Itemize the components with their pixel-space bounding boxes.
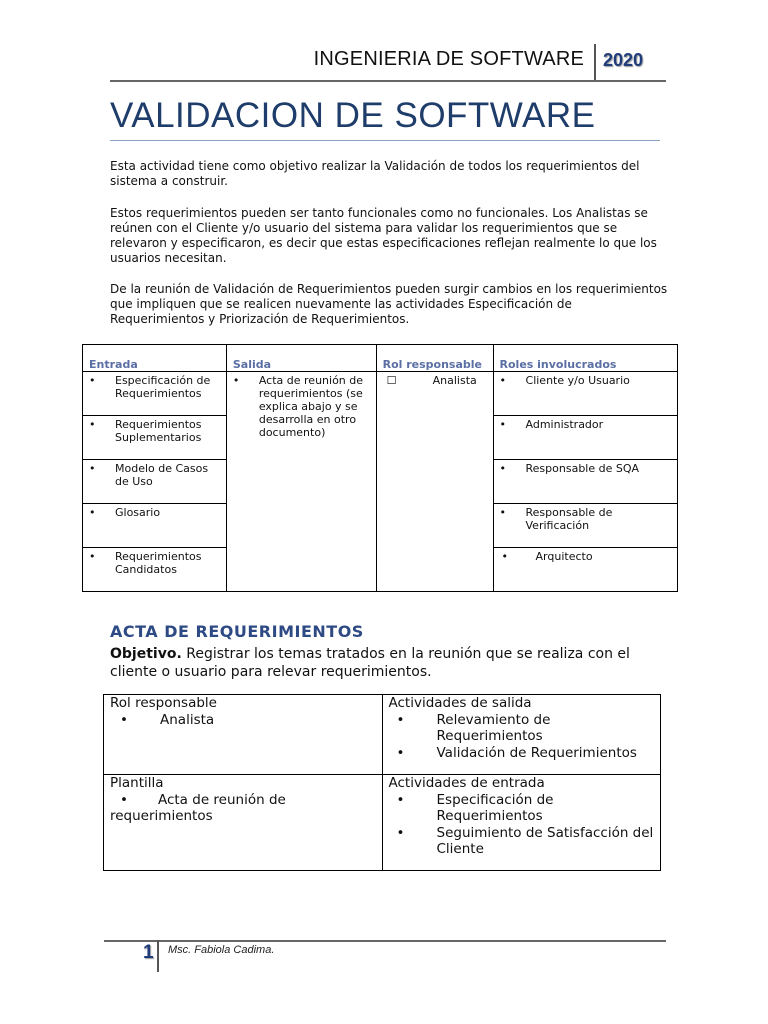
salida-activity: Validación de Requerimientos <box>436 744 637 761</box>
rol-cell <box>376 372 493 592</box>
roles-cell: • Cliente y/o Usuario <box>493 372 677 416</box>
header-year: 2020 <box>603 50 644 70</box>
column-header-roles: Roles involucrados <box>493 345 677 372</box>
rol-responsable-cell: Rol responsable • Analista <box>104 695 383 775</box>
column-header-entrada: Entrada <box>83 345 227 372</box>
column-header-salida: Salida <box>226 345 376 372</box>
plantilla-value: Acta de reunión de requerimientos <box>110 791 286 824</box>
entrada-activity: Especificación de Requerimientos <box>436 791 554 824</box>
plantilla-cell <box>104 775 383 871</box>
plantilla-header: Plantilla <box>110 775 164 791</box>
entrada-cell: • Modelo de Casos de Uso <box>83 460 227 504</box>
entrada-item: Modelo de Casos de Uso <box>115 462 209 488</box>
objetivo-text: Registrar los temas tratados en la reunión que se realiza con el cliente o usuario para relevar requerimientos. <box>110 646 630 680</box>
actividades-salida-header: Actividades de salida <box>388 695 532 711</box>
actividades-entrada-cell: Actividades de entrada • Especificación de Requerimientos • Seguimiento de Satisfacción del Cliente <box>382 775 661 871</box>
square-bullet-icon: ☐ <box>386 374 397 387</box>
salida-item: Acta de reunión de requerimientos (se explica abajo y se desarrolla en otro documento) <box>258 374 364 439</box>
paragraph-changes: De la reunión de Validación de Requerimientos pueden surgir cambios en los requerimientos que impliquen que se realicen nuevamente las actividades Especificación de Requerimientos y Priorización de Requerimientos. <box>110 282 668 326</box>
roles-item: Responsable de Verificación <box>525 506 613 532</box>
roles-item: Cliente y/o Usuario <box>525 374 630 387</box>
footer-rule <box>104 940 666 942</box>
footer-divider <box>157 940 159 972</box>
paragraph-requirements: Estos requerimientos pueden ser tanto funcionales como no funcionales. Los Analistas se reúnen con el Cliente y/o usuario del sistema para validar los requerimientos que se relevaron y especificaron, es decir que estas especificaciones reflejan realmente lo que los usuarios necesitan. <box>110 206 657 265</box>
roles-item: Arquitecto <box>535 550 593 563</box>
footer-author: Msc. Fabiola Cadima. <box>168 944 275 956</box>
running-header-title: INGENIERIA DE SOFTWARE <box>313 48 584 70</box>
entrada-cell: • Requerimientos Candidatos <box>83 548 227 592</box>
roles-cell: • Administrador <box>493 416 677 460</box>
paragraph-objective: Esta actividad tiene como objetivo realizar la Validación de todos los requerimientos del sistema a construir. <box>110 159 640 188</box>
plantilla-entry: • Acta de reunión de requerimientos <box>110 791 286 824</box>
actividades-salida-cell: Actividades de salida • Relevamiento de Requerimientos • Validación de Requerimientos <box>382 695 661 775</box>
entrada-item: Requerimientos Candidatos <box>115 550 202 576</box>
requirements-table <box>82 344 678 592</box>
section-title-acta: ACTA DE REQUERIMIENTOS <box>110 622 364 641</box>
actividades-entrada-header: Actividades de entrada <box>388 775 545 791</box>
roles-cell: • Responsable de SQA <box>493 460 677 504</box>
column-header-rol: Rol responsable <box>376 345 493 372</box>
entrada-cell: • Especificación de Requerimientos <box>83 372 227 416</box>
entrada-activity: Seguimiento de Satisfacción del Cliente <box>436 824 654 857</box>
entrada-item: Especificación de Requerimientos <box>115 374 211 400</box>
header-rule <box>110 80 666 82</box>
roles-item: Responsable de SQA <box>525 462 640 475</box>
rol-responsable-value: Analista <box>160 711 215 728</box>
entrada-cell: • Glosario <box>83 504 227 548</box>
entrada-item: Requerimientos Suplementarios <box>115 418 202 444</box>
objetivo-paragraph <box>110 645 670 681</box>
salida-activity: Relevamiento de Requerimientos <box>436 711 551 744</box>
acta-table <box>103 694 661 871</box>
rol-value: Analista <box>432 374 477 387</box>
page-number: 1 <box>143 942 154 963</box>
header-divider <box>594 44 596 82</box>
title-rule <box>110 140 660 141</box>
page-title: VALIDACION DE SOFTWARE <box>110 96 596 135</box>
entrada-item: Glosario <box>115 506 161 519</box>
objetivo-label: Objetivo. <box>110 646 182 662</box>
rol-responsable-header: Rol responsable <box>110 695 217 711</box>
salida-cell: • Acta de reunión de requerimientos (se explica abajo y se desarrolla en otro documento) <box>226 372 376 592</box>
roles-cell: • Responsable de Verificación <box>493 504 677 548</box>
roles-cell: • Arquitecto <box>493 548 677 592</box>
entrada-cell: • Requerimientos Suplementarios <box>83 416 227 460</box>
roles-item: Administrador <box>525 418 604 431</box>
